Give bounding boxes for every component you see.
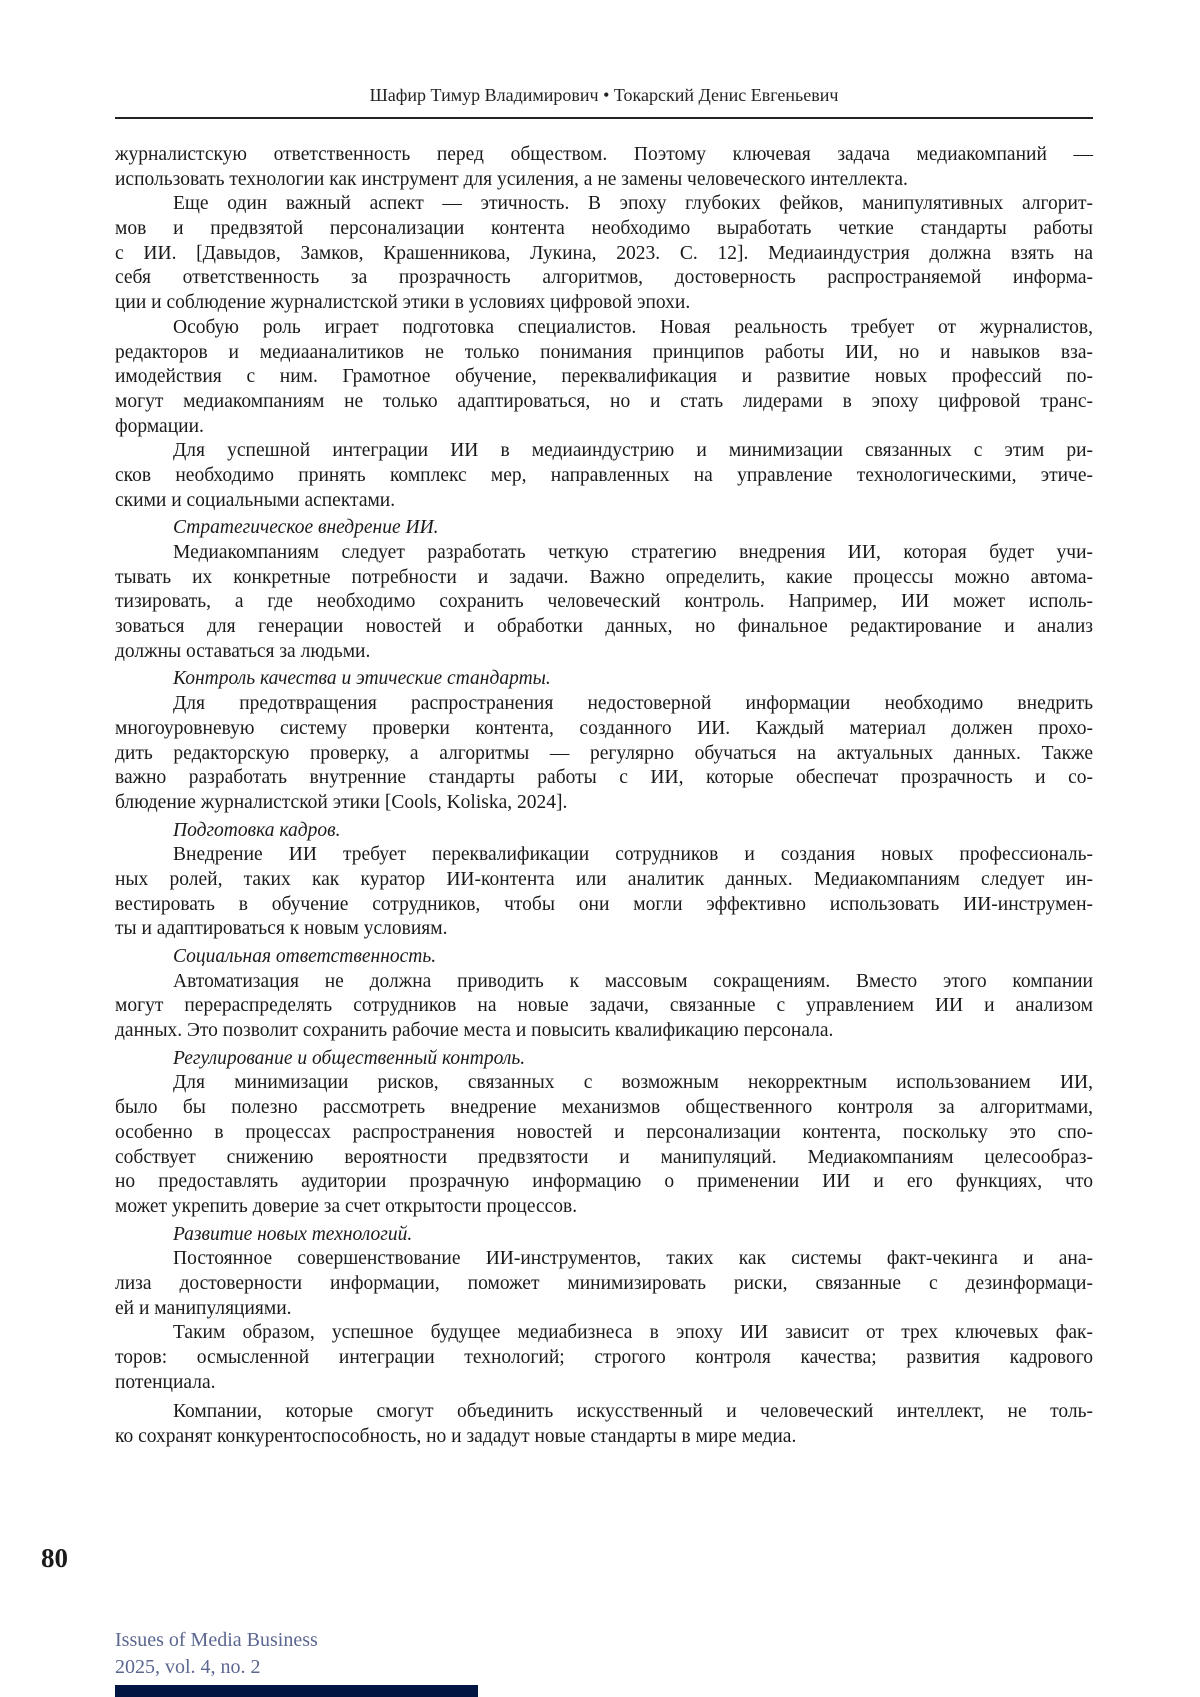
text-line: Для минимизации рисков, связанных с возможным некорректным использованием ИИ, xyxy=(115,1071,1093,1096)
text-line: важно разработать внутренние стандарты работы с ИИ, которые обеспечат прозрачность и со- xyxy=(115,766,1093,791)
text-line: должны оставаться за людьми. xyxy=(115,640,1093,665)
paragraph xyxy=(115,692,1093,815)
journal-title: Issues of Media Business xyxy=(115,1627,318,1653)
page-number: 80 xyxy=(41,1543,68,1574)
section-subheading xyxy=(115,1047,1093,1072)
text-line: формации. xyxy=(115,415,1093,440)
text-line: особенно в процессах распространения новостей и персонализации контента, поскольку это спо- xyxy=(115,1121,1093,1146)
text-line: ей и манипуляциями. xyxy=(115,1297,1093,1322)
text-line: но предоставлять аудитории прозрачную информацию о применении ИИ и его функциях, что xyxy=(115,1170,1093,1195)
text-line: сков необходимо принять комплекс мер, направленных на управление технологическими, этиче- xyxy=(115,464,1093,489)
header-rule xyxy=(115,117,1093,119)
text-line: ции и соблюдение журналистской этики в условиях цифровой эпохи. xyxy=(115,291,1093,316)
text-line: дить редакторскую проверку, а алгоритмы — регулярно обучаться на актуальных данных. Также xyxy=(115,742,1093,767)
article-body xyxy=(115,143,1093,1450)
text-line: Таким образом, успешное будущее медиабизнеса в эпоху ИИ зависит от трех ключевых фак- xyxy=(115,1321,1093,1346)
text-line: Подготовка кадров. xyxy=(115,819,1093,844)
paragraph xyxy=(115,1071,1093,1219)
paragraph xyxy=(115,143,1093,192)
text-line: себя ответственность за прозрачность алгоритмов, достоверность распространяемой информа- xyxy=(115,266,1093,291)
text-line: журналистскую ответственность перед обществом. Поэтому ключевая задача медиакомпаний — xyxy=(115,143,1093,168)
text-line: тизировать, а где необходимо сохранить человеческий контроль. Например, ИИ может исполь- xyxy=(115,590,1093,615)
text-line: блюдение журналистской этики [Cools, Koliska, 2024]. xyxy=(115,791,1093,816)
text-line: ты и адаптироваться к новым условиям. xyxy=(115,917,1093,942)
text-line: потенциала. xyxy=(115,1371,1093,1396)
text-line: зоваться для генерации новостей и обработки данных, но финальное редактирование и анализ xyxy=(115,615,1093,640)
running-head-authors: Шафир Тимур Владимирович • Токарский Денис Евгеньевич xyxy=(115,83,1093,107)
paragraph xyxy=(115,1247,1093,1321)
section-subheading xyxy=(115,819,1093,844)
text-line: Медиакомпаниям следует разработать четкую стратегию внедрения ИИ, которая будет учи- xyxy=(115,541,1093,566)
section-subheading xyxy=(115,516,1093,541)
text-line: торов: осмысленной интеграции технологий; строгого контроля качества; развития кадрового xyxy=(115,1346,1093,1371)
section-subheading xyxy=(115,1223,1093,1248)
paragraph xyxy=(115,192,1093,315)
text-line: Стратегическое внедрение ИИ. xyxy=(115,516,1093,541)
text-line: Постоянное совершенствование ИИ-инструментов, таких как системы факт-чекинга и ана- xyxy=(115,1247,1093,1272)
section-subheading xyxy=(115,945,1093,970)
paragraph xyxy=(115,1321,1093,1395)
text-line: Еще один важный аспект — этичность. В эпоху глубоких фейков, манипулятивных алгорит- xyxy=(115,192,1093,217)
paragraph xyxy=(115,970,1093,1044)
text-line: ко сохранят конкурентоспособность, но и зададут новые стандарты в мире медиа. xyxy=(115,1425,1093,1450)
text-line: имодействия с ним. Грамотное обучение, переквалификация и развитие новых профессий по- xyxy=(115,365,1093,390)
text-line: Для предотвращения распространения недостоверной информации необходимо внедрить xyxy=(115,692,1093,717)
text-line: может укрепить доверие за счет открытости процессов. xyxy=(115,1195,1093,1220)
text-line: ных ролей, таких как куратор ИИ-контента или аналитик данных. Медиакомпаниям следует ин- xyxy=(115,868,1093,893)
text-line: было бы полезно рассмотреть внедрение механизмов общественного контроля за алгоритмами, xyxy=(115,1096,1093,1121)
text-line: вестировать в обучение сотрудников, чтобы они могли эффективно использовать ИИ-инструмен- xyxy=(115,893,1093,918)
text-line: Внедрение ИИ требует переквалификации сотрудников и создания новых профессиональ- xyxy=(115,843,1093,868)
text-line: редакторов и медиааналитиков не только понимания принципов работы ИИ, но и навыков вза- xyxy=(115,341,1093,366)
text-line: скими и социальными аспектами. xyxy=(115,489,1093,514)
text-line: могут перераспределять сотрудников на новые задачи, связанные с управлением ИИ и анализом xyxy=(115,994,1093,1019)
text-line: Контроль качества и этические стандарты. xyxy=(115,667,1093,692)
text-line: могут медиакомпаниям не только адаптироваться, но и стать лидерами в эпоху цифровой транс- xyxy=(115,390,1093,415)
text-line: Особую роль играет подготовка специалистов. Новая реальность требует от журналистов, xyxy=(115,316,1093,341)
section-subheading xyxy=(115,667,1093,692)
text-line: многоуровневую систему проверки контента, созданного ИИ. Каждый материал должен прохо- xyxy=(115,717,1093,742)
text-line: Автоматизация не должна приводить к массовым сокращениям. Вместо этого компании xyxy=(115,970,1093,995)
text-line: тывать их конкретные потребности и задачи. Важно определить, какие процессы можно автома- xyxy=(115,566,1093,591)
text-line: Компании, которые смогут объединить искусственный и человеческий интеллект, не толь- xyxy=(115,1400,1093,1425)
text-line: лиза достоверности информации, поможет минимизировать риски, связанные с дезинформаци- xyxy=(115,1272,1093,1297)
text-line: использовать технологии как инструмент для усиления, а не замены человеческого интеллекта. xyxy=(115,168,1093,193)
paragraph xyxy=(115,843,1093,942)
text-line: мов и предвзятой персонализации контента необходимо выработать четкие стандарты работы xyxy=(115,217,1093,242)
text-line: Развитие новых технологий. xyxy=(115,1223,1093,1248)
footer-bar xyxy=(115,1685,478,1697)
text-line: собствует снижению вероятности предвзятости и манипуляций. Медиакомпаниям целесообраз- xyxy=(115,1146,1093,1171)
text-line: с ИИ. [Давыдов, Замков, Крашенникова, Лукина, 2023. С. 12]. Медиаиндустрия должна взять на xyxy=(115,242,1093,267)
text-line: Регулирование и общественный контроль. xyxy=(115,1047,1093,1072)
text-line: Для успешной интеграции ИИ в медиаиндустрию и минимизации связанных с этим ри- xyxy=(115,439,1093,464)
paragraph xyxy=(115,541,1093,664)
journal-issue: 2025, vol. 4, no. 2 xyxy=(115,1654,261,1680)
paragraph xyxy=(115,1400,1093,1449)
paragraph xyxy=(115,316,1093,439)
text-line: данных. Это позволит сохранить рабочие места и повысить квалификацию персонала. xyxy=(115,1019,1093,1044)
paragraph xyxy=(115,439,1093,513)
text-line: Социальная ответственность. xyxy=(115,945,1093,970)
